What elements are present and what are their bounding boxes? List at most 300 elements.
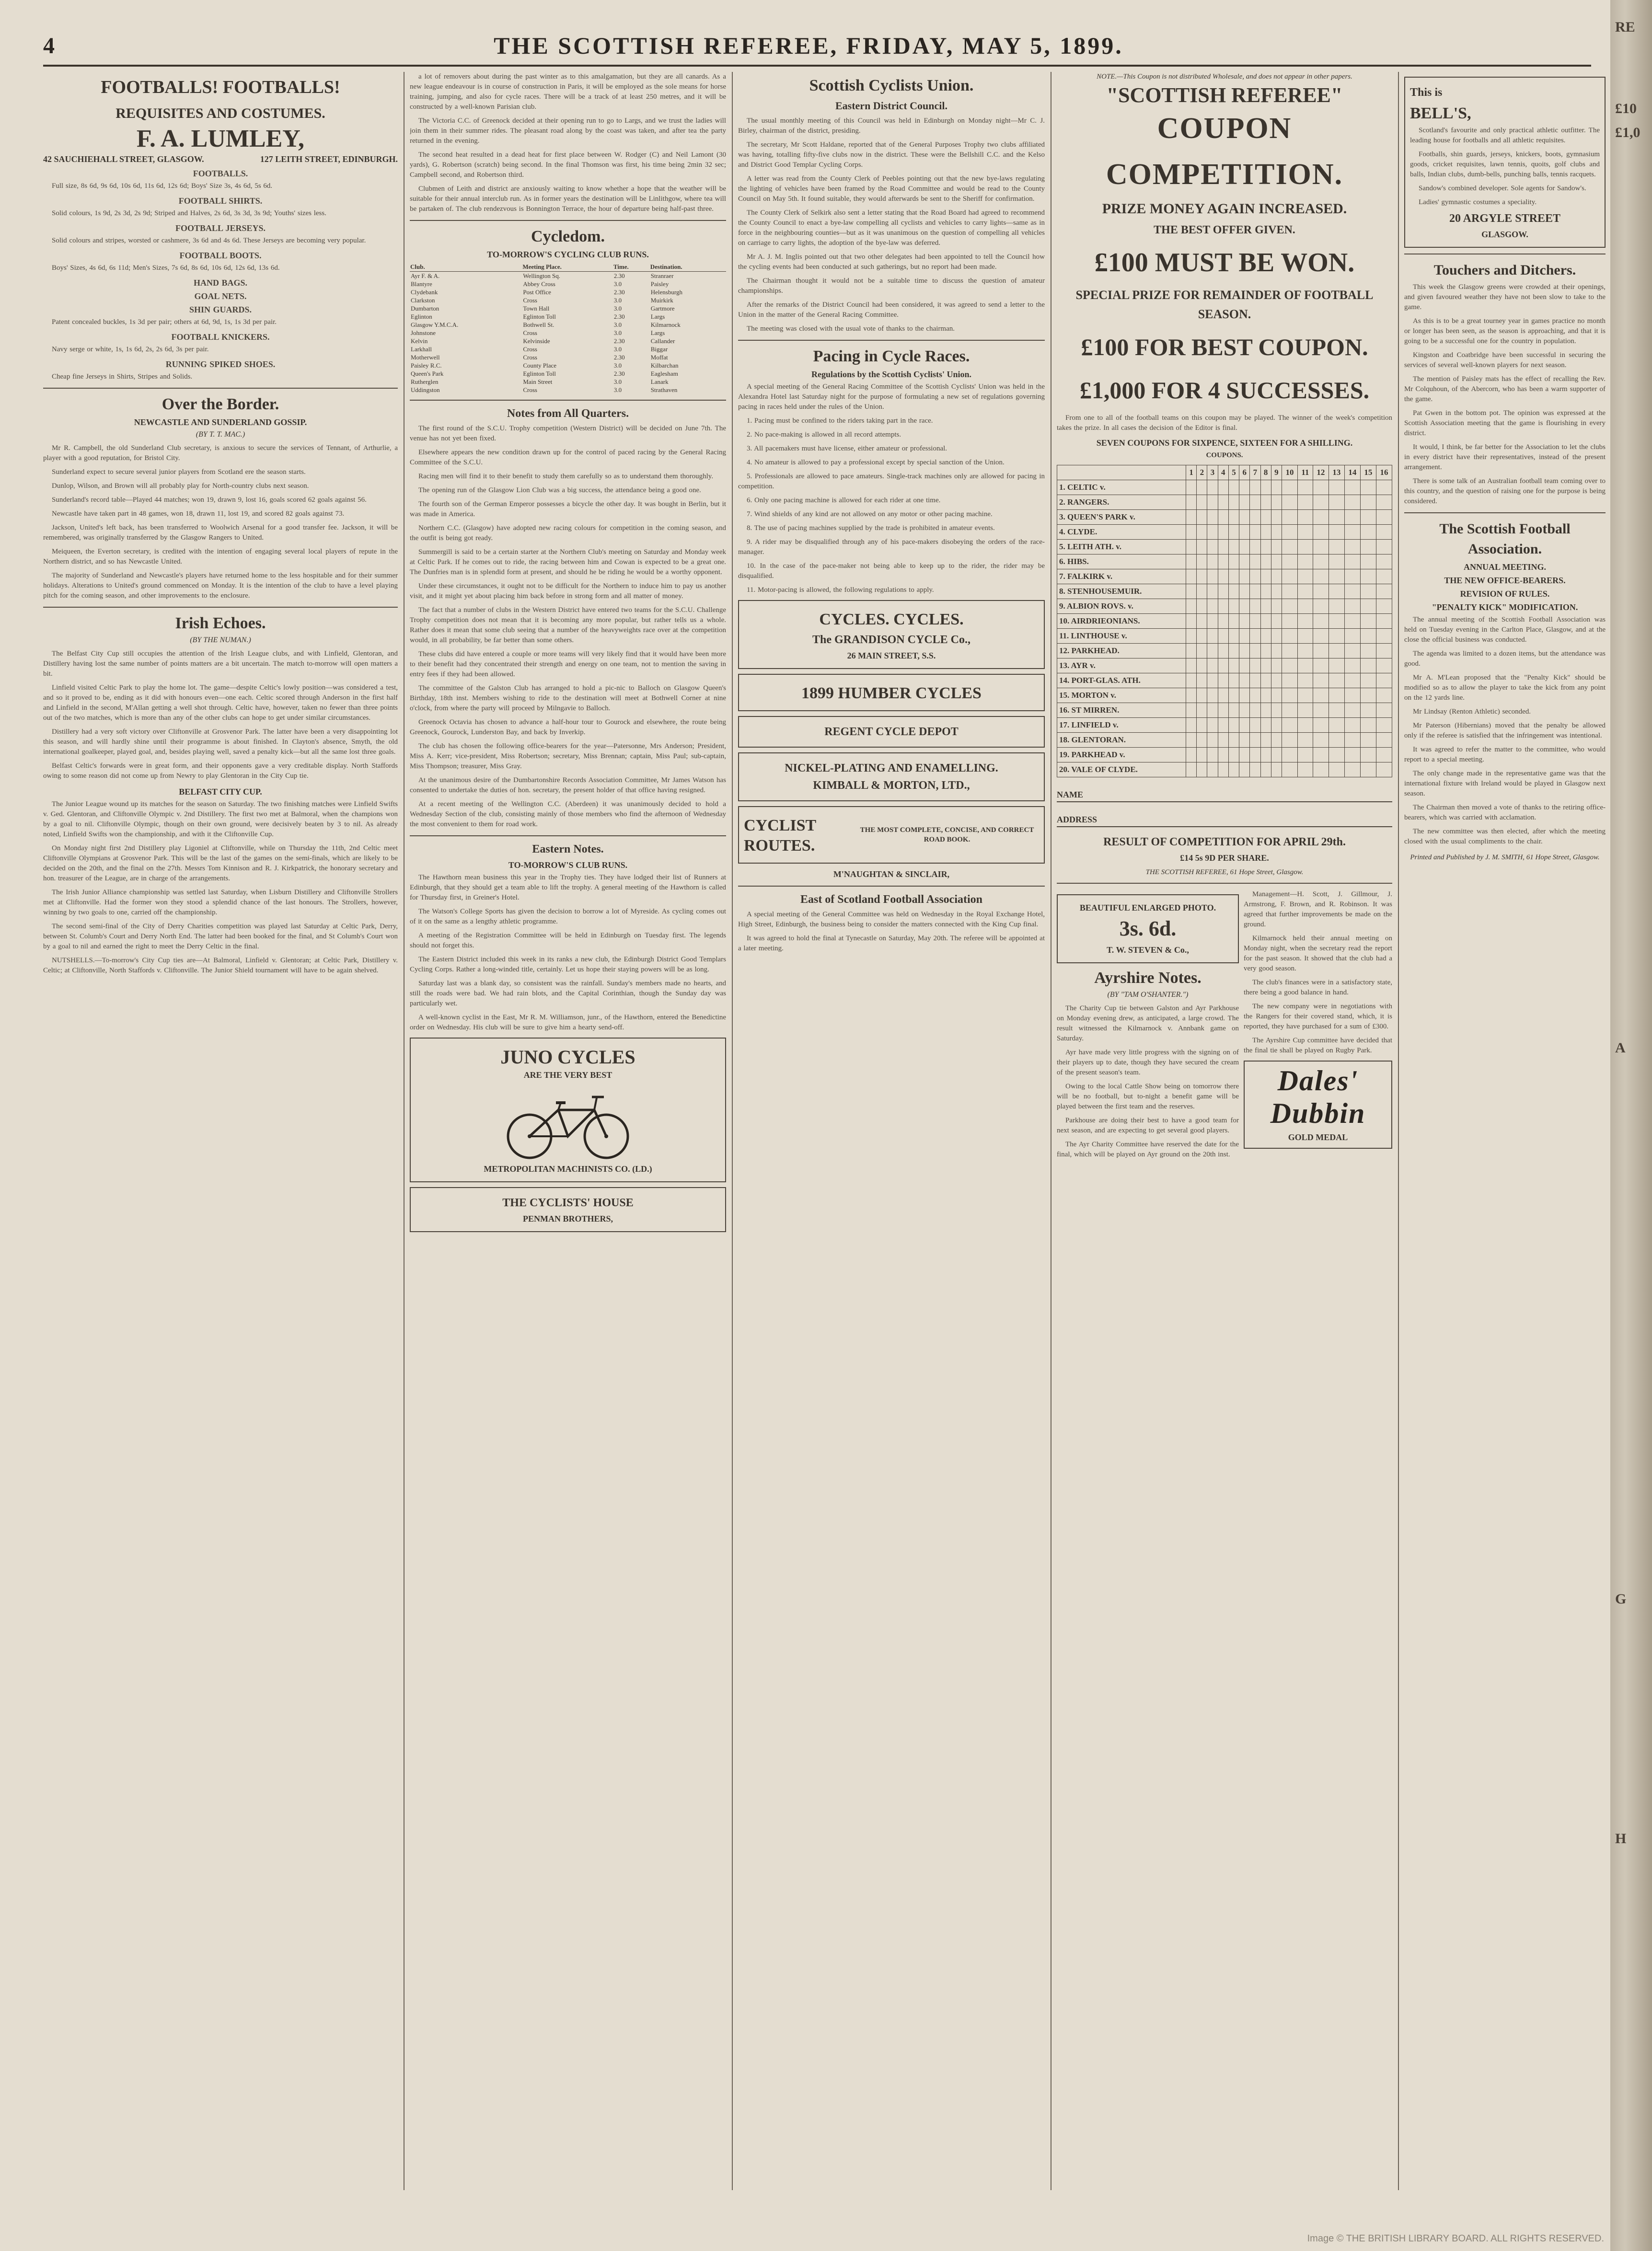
coupon-entry-box[interactable] (1297, 495, 1313, 510)
coupon-entry-box[interactable] (1228, 762, 1239, 777)
coupon-entry-box[interactable] (1218, 629, 1228, 644)
coupon-entry-box[interactable] (1360, 540, 1376, 554)
coupon-entry-box[interactable] (1186, 733, 1197, 748)
coupon-entry-box[interactable] (1376, 762, 1392, 777)
coupon-entry-box[interactable] (1344, 569, 1360, 584)
coupon-entry-box[interactable] (1344, 748, 1360, 762)
coupon-entry-box[interactable] (1197, 614, 1207, 629)
coupon-entry-box[interactable] (1239, 718, 1250, 733)
coupon-entry-box[interactable] (1218, 658, 1228, 673)
coupon-entry-box[interactable] (1376, 599, 1392, 614)
coupon-entry-box[interactable] (1186, 495, 1197, 510)
coupon-entry-box[interactable] (1313, 510, 1329, 525)
coupon-entry-box[interactable] (1250, 718, 1260, 733)
coupon-entry-box[interactable] (1218, 540, 1228, 554)
coupon-entry-box[interactable] (1297, 658, 1313, 673)
coupon-entry-box[interactable] (1360, 480, 1376, 495)
coupon-entry-box[interactable] (1207, 644, 1218, 658)
coupon-entry-box[interactable] (1329, 658, 1344, 673)
coupon-entry-box[interactable] (1260, 540, 1271, 554)
coupon-entry-box[interactable] (1228, 629, 1239, 644)
coupon-entry-box[interactable] (1344, 718, 1360, 733)
coupon-entry-box[interactable] (1218, 599, 1228, 614)
coupon-entry-box[interactable] (1376, 629, 1392, 644)
coupon-entry-box[interactable] (1250, 688, 1260, 703)
coupon-entry-box[interactable] (1271, 762, 1282, 777)
coupon-entry-box[interactable] (1197, 569, 1207, 584)
coupon-entry-box[interactable] (1260, 599, 1271, 614)
coupon-entry-box[interactable] (1297, 480, 1313, 495)
coupon-entry-box[interactable] (1260, 495, 1271, 510)
coupon-entry-box[interactable] (1186, 629, 1197, 644)
coupon-entry-box[interactable] (1250, 569, 1260, 584)
coupon-entry-box[interactable] (1197, 525, 1207, 540)
coupon-entry-box[interactable] (1360, 629, 1376, 644)
coupon-entry-box[interactable] (1228, 748, 1239, 762)
coupon-entry-box[interactable] (1360, 658, 1376, 673)
coupon-entry-box[interactable] (1228, 644, 1239, 658)
coupon-entry-box[interactable] (1344, 614, 1360, 629)
coupon-entry-box[interactable] (1313, 748, 1329, 762)
coupon-entry-box[interactable] (1376, 748, 1392, 762)
coupon-entry-box[interactable] (1344, 629, 1360, 644)
coupon-entry-box[interactable] (1271, 525, 1282, 540)
coupon-entry-box[interactable] (1282, 748, 1297, 762)
coupon-entry-box[interactable] (1239, 658, 1250, 673)
coupon-entry-box[interactable] (1344, 673, 1360, 688)
coupon-entry-box[interactable] (1376, 658, 1392, 673)
coupon-entry-box[interactable] (1197, 644, 1207, 658)
coupon-entry-box[interactable] (1376, 525, 1392, 540)
coupon-entry-box[interactable] (1239, 673, 1250, 688)
coupon-entry-box[interactable] (1207, 718, 1218, 733)
coupon-entry-box[interactable] (1260, 762, 1271, 777)
coupon-entry-box[interactable] (1207, 569, 1218, 584)
coupon-entry-box[interactable] (1207, 480, 1218, 495)
coupon-entry-box[interactable] (1360, 510, 1376, 525)
coupon-entry-box[interactable] (1329, 703, 1344, 718)
coupon-entry-box[interactable] (1207, 540, 1218, 554)
coupon-entry-box[interactable] (1250, 554, 1260, 569)
coupon-entry-box[interactable] (1271, 510, 1282, 525)
coupon-entry-box[interactable] (1282, 614, 1297, 629)
coupon-entry-box[interactable] (1218, 554, 1228, 569)
coupon-entry-box[interactable] (1239, 480, 1250, 495)
coupon-entry-box[interactable] (1360, 718, 1376, 733)
coupon-entry-box[interactable] (1218, 614, 1228, 629)
coupon-entry-box[interactable] (1228, 718, 1239, 733)
coupon-entry-box[interactable] (1207, 673, 1218, 688)
coupon-entry-box[interactable] (1271, 495, 1282, 510)
coupon-entry-box[interactable] (1239, 748, 1250, 762)
coupon-entry-box[interactable] (1218, 688, 1228, 703)
coupon-entry-box[interactable] (1239, 733, 1250, 748)
coupon-entry-box[interactable] (1329, 644, 1344, 658)
coupon-entry-box[interactable] (1297, 629, 1313, 644)
coupon-entry-box[interactable] (1186, 703, 1197, 718)
coupon-entry-box[interactable] (1329, 718, 1344, 733)
coupon-entry-box[interactable] (1297, 599, 1313, 614)
coupon-entry-box[interactable] (1344, 599, 1360, 614)
coupon-entry-box[interactable] (1239, 703, 1250, 718)
coupon-entry-box[interactable] (1239, 644, 1250, 658)
coupon-entry-box[interactable] (1282, 718, 1297, 733)
coupon-entry-box[interactable] (1228, 733, 1239, 748)
coupon-entry-box[interactable] (1271, 554, 1282, 569)
coupon-entry-box[interactable] (1376, 540, 1392, 554)
coupon-entry-box[interactable] (1207, 584, 1218, 599)
coupon-entry-box[interactable] (1329, 688, 1344, 703)
coupon-entry-box[interactable] (1376, 718, 1392, 733)
coupon-entry-box[interactable] (1329, 510, 1344, 525)
coupon-entry-box[interactable] (1218, 480, 1228, 495)
coupon-entry-box[interactable] (1197, 688, 1207, 703)
coupon-entry-box[interactable] (1376, 614, 1392, 629)
coupon-entry-box[interactable] (1260, 658, 1271, 673)
coupon-entry-box[interactable] (1239, 540, 1250, 554)
coupon-entry-box[interactable] (1250, 673, 1260, 688)
coupon-entry-box[interactable] (1228, 688, 1239, 703)
coupon-entry-box[interactable] (1313, 480, 1329, 495)
coupon-entry-box[interactable] (1228, 540, 1239, 554)
coupon-entry-box[interactable] (1360, 703, 1376, 718)
coupon-entry-box[interactable] (1260, 629, 1271, 644)
coupon-entry-box[interactable] (1207, 629, 1218, 644)
coupon-entry-box[interactable] (1197, 733, 1207, 748)
coupon-entry-box[interactable] (1360, 688, 1376, 703)
coupon-entry-box[interactable] (1376, 673, 1392, 688)
coupon-entry-box[interactable] (1218, 673, 1228, 688)
coupon-entry-box[interactable] (1218, 495, 1228, 510)
coupon-entry-box[interactable] (1360, 495, 1376, 510)
coupon-entry-box[interactable] (1297, 569, 1313, 584)
coupon-entry-box[interactable] (1329, 748, 1344, 762)
coupon-entry-box[interactable] (1360, 748, 1376, 762)
coupon-entry-box[interactable] (1239, 569, 1250, 584)
coupon-entry-box[interactable] (1239, 525, 1250, 540)
coupon-entry-box[interactable] (1376, 733, 1392, 748)
coupon-entry-box[interactable] (1271, 718, 1282, 733)
coupon-entry-box[interactable] (1250, 480, 1260, 495)
coupon-entry-box[interactable] (1218, 703, 1228, 718)
coupon-entry-box[interactable] (1282, 644, 1297, 658)
coupon-entry-box[interactable] (1282, 658, 1297, 673)
coupon-entry-box[interactable] (1297, 673, 1313, 688)
coupon-entry-box[interactable] (1344, 525, 1360, 540)
coupon-entry-box[interactable] (1344, 688, 1360, 703)
coupon-entry-box[interactable] (1329, 762, 1344, 777)
coupon-entry-box[interactable] (1282, 733, 1297, 748)
coupon-entry-box[interactable] (1239, 584, 1250, 599)
coupon-entry-box[interactable] (1186, 480, 1197, 495)
coupon-entry-box[interactable] (1313, 733, 1329, 748)
coupon-entry-box[interactable] (1239, 629, 1250, 644)
coupon-entry-box[interactable] (1344, 480, 1360, 495)
coupon-entry-box[interactable] (1344, 733, 1360, 748)
coupon-entry-box[interactable] (1376, 688, 1392, 703)
coupon-entry-box[interactable] (1250, 599, 1260, 614)
coupon-entry-box[interactable] (1297, 540, 1313, 554)
coupon-entry-box[interactable] (1344, 762, 1360, 777)
coupon-entry-box[interactable] (1376, 569, 1392, 584)
coupon-entry-box[interactable] (1186, 614, 1197, 629)
coupon-entry-box[interactable] (1228, 495, 1239, 510)
coupon-entry-box[interactable] (1197, 748, 1207, 762)
coupon-entry-box[interactable] (1271, 688, 1282, 703)
coupon-entry-box[interactable] (1207, 658, 1218, 673)
coupon-entry-box[interactable] (1228, 510, 1239, 525)
coupon-entry-box[interactable] (1250, 733, 1260, 748)
coupon-entry-box[interactable] (1218, 584, 1228, 599)
coupon-entry-box[interactable] (1228, 554, 1239, 569)
coupon-entry-box[interactable] (1260, 673, 1271, 688)
coupon-entry-box[interactable] (1360, 673, 1376, 688)
coupon-entry-box[interactable] (1186, 569, 1197, 584)
coupon-entry-box[interactable] (1186, 584, 1197, 599)
coupon-entry-box[interactable] (1250, 629, 1260, 644)
coupon-entry-box[interactable] (1282, 525, 1297, 540)
coupon-entry-box[interactable] (1297, 554, 1313, 569)
coupon-entry-box[interactable] (1218, 718, 1228, 733)
coupon-entry-box[interactable] (1218, 748, 1228, 762)
coupon-entry-box[interactable] (1228, 703, 1239, 718)
coupon-entry-box[interactable] (1218, 525, 1228, 540)
coupon-entry-box[interactable] (1250, 614, 1260, 629)
coupon-entry-box[interactable] (1344, 644, 1360, 658)
coupon-entry-box[interactable] (1218, 644, 1228, 658)
coupon-entry-box[interactable] (1282, 569, 1297, 584)
coupon-entry-box[interactable] (1360, 644, 1376, 658)
coupon-entry-box[interactable] (1344, 554, 1360, 569)
coupon-entry-box[interactable] (1250, 658, 1260, 673)
coupon-entry-box[interactable] (1376, 495, 1392, 510)
coupon-entry-box[interactable] (1228, 673, 1239, 688)
coupon-entry-box[interactable] (1218, 733, 1228, 748)
coupon-entry-box[interactable] (1260, 644, 1271, 658)
coupon-entry-box[interactable] (1313, 629, 1329, 644)
coupon-entry-box[interactable] (1260, 554, 1271, 569)
coupon-entry-box[interactable] (1282, 762, 1297, 777)
coupon-entry-box[interactable] (1228, 614, 1239, 629)
coupon-entry-box[interactable] (1186, 554, 1197, 569)
coupon-entry-box[interactable] (1260, 688, 1271, 703)
coupon-entry-box[interactable] (1228, 599, 1239, 614)
coupon-entry-box[interactable] (1239, 599, 1250, 614)
coupon-entry-box[interactable] (1218, 510, 1228, 525)
coupon-entry-box[interactable] (1186, 658, 1197, 673)
coupon-entry-box[interactable] (1197, 540, 1207, 554)
coupon-entry-box[interactable] (1207, 525, 1218, 540)
coupon-entry-box[interactable] (1313, 540, 1329, 554)
coupon-entry-box[interactable] (1360, 762, 1376, 777)
coupon-entry-box[interactable] (1271, 658, 1282, 673)
coupon-entry-box[interactable] (1329, 733, 1344, 748)
coupon-entry-box[interactable] (1186, 748, 1197, 762)
coupon-entry-box[interactable] (1329, 599, 1344, 614)
coupon-entry-box[interactable] (1250, 584, 1260, 599)
coupon-entry-box[interactable] (1207, 762, 1218, 777)
coupon-entry-box[interactable] (1260, 718, 1271, 733)
coupon-entry-box[interactable] (1218, 762, 1228, 777)
coupon-entry-box[interactable] (1376, 480, 1392, 495)
coupon-entry-box[interactable] (1282, 584, 1297, 599)
coupon-entry-box[interactable] (1271, 569, 1282, 584)
coupon-entry-box[interactable] (1344, 658, 1360, 673)
coupon-entry-box[interactable] (1297, 703, 1313, 718)
coupon-entry-box[interactable] (1239, 762, 1250, 777)
coupon-entry-box[interactable] (1313, 718, 1329, 733)
coupon-entry-box[interactable] (1313, 673, 1329, 688)
coupon-entry-box[interactable] (1250, 644, 1260, 658)
coupon-entry-box[interactable] (1228, 584, 1239, 599)
coupon-entry-box[interactable] (1297, 688, 1313, 703)
coupon-entry-box[interactable] (1313, 688, 1329, 703)
coupon-entry-box[interactable] (1313, 554, 1329, 569)
coupon-entry-box[interactable] (1360, 599, 1376, 614)
coupon-entry-box[interactable] (1197, 762, 1207, 777)
coupon-entry-box[interactable] (1344, 540, 1360, 554)
coupon-entry-box[interactable] (1376, 554, 1392, 569)
coupon-entry-box[interactable] (1344, 495, 1360, 510)
coupon-entry-box[interactable] (1297, 584, 1313, 599)
coupon-entry-box[interactable] (1207, 688, 1218, 703)
coupon-entry-box[interactable] (1197, 673, 1207, 688)
coupon-entry-box[interactable] (1228, 480, 1239, 495)
coupon-entry-box[interactable] (1329, 614, 1344, 629)
coupon-entry-box[interactable] (1250, 510, 1260, 525)
coupon-entry-box[interactable] (1360, 614, 1376, 629)
coupon-entry-box[interactable] (1297, 733, 1313, 748)
coupon-entry-box[interactable] (1260, 569, 1271, 584)
coupon-entry-box[interactable] (1329, 525, 1344, 540)
coupon-entry-box[interactable] (1250, 540, 1260, 554)
coupon-entry-box[interactable] (1282, 688, 1297, 703)
coupon-entry-box[interactable] (1313, 644, 1329, 658)
coupon-entry-box[interactable] (1329, 480, 1344, 495)
coupon-entry-box[interactable] (1271, 480, 1282, 495)
coupon-entry-box[interactable] (1313, 584, 1329, 599)
coupon-entry-box[interactable] (1297, 718, 1313, 733)
coupon-entry-box[interactable] (1228, 525, 1239, 540)
coupon-entry-box[interactable] (1344, 703, 1360, 718)
coupon-entry-box[interactable] (1186, 673, 1197, 688)
coupon-entry-box[interactable] (1271, 733, 1282, 748)
coupon-entry-box[interactable] (1313, 599, 1329, 614)
coupon-entry-box[interactable] (1360, 525, 1376, 540)
coupon-entry-box[interactable] (1239, 688, 1250, 703)
coupon-entry-box[interactable] (1197, 599, 1207, 614)
coupon-entry-box[interactable] (1297, 614, 1313, 629)
coupon-entry-box[interactable] (1197, 658, 1207, 673)
coupon-entry-box[interactable] (1282, 480, 1297, 495)
coupon-entry-box[interactable] (1271, 614, 1282, 629)
coupon-entry-box[interactable] (1207, 495, 1218, 510)
coupon-entry-box[interactable] (1186, 510, 1197, 525)
coupon-name-line[interactable] (1057, 782, 1392, 802)
coupon-entry-box[interactable] (1186, 718, 1197, 733)
coupon-entry-box[interactable] (1313, 569, 1329, 584)
coupon-entry-box[interactable] (1186, 525, 1197, 540)
coupon-entry-box[interactable] (1360, 569, 1376, 584)
coupon-entry-box[interactable] (1297, 510, 1313, 525)
coupon-entry-box[interactable] (1329, 629, 1344, 644)
coupon-entry-box[interactable] (1186, 644, 1197, 658)
coupon-entry-box[interactable] (1313, 658, 1329, 673)
coupon-entry-box[interactable] (1360, 554, 1376, 569)
coupon-entry-box[interactable] (1282, 510, 1297, 525)
coupon-entry-box[interactable] (1197, 510, 1207, 525)
coupon-entry-box[interactable] (1297, 525, 1313, 540)
coupon-entry-box[interactable] (1271, 584, 1282, 599)
coupon-entry-box[interactable] (1297, 762, 1313, 777)
coupon-entry-box[interactable] (1250, 703, 1260, 718)
coupon-entry-box[interactable] (1260, 480, 1271, 495)
coupon-entry-box[interactable] (1282, 629, 1297, 644)
coupon-entry-box[interactable] (1329, 673, 1344, 688)
coupon-entry-box[interactable] (1207, 748, 1218, 762)
coupon-entry-box[interactable] (1282, 540, 1297, 554)
coupon-entry-box[interactable] (1282, 495, 1297, 510)
coupon-entry-box[interactable] (1260, 748, 1271, 762)
coupon-entry-box[interactable] (1250, 525, 1260, 540)
coupon-entry-box[interactable] (1250, 495, 1260, 510)
coupon-entry-box[interactable] (1207, 614, 1218, 629)
coupon-entry-box[interactable] (1207, 703, 1218, 718)
coupon-entry-box[interactable] (1329, 554, 1344, 569)
coupon-entry-box[interactable] (1197, 703, 1207, 718)
coupon-entry-box[interactable] (1228, 658, 1239, 673)
coupon-entry-box[interactable] (1197, 554, 1207, 569)
coupon-entry-box[interactable] (1376, 703, 1392, 718)
coupon-entry-box[interactable] (1260, 510, 1271, 525)
coupon-entry-box[interactable] (1344, 584, 1360, 599)
coupon-entry-box[interactable] (1376, 644, 1392, 658)
coupon-entry-box[interactable] (1207, 733, 1218, 748)
coupon-entry-box[interactable] (1260, 614, 1271, 629)
coupon-entry-box[interactable] (1250, 762, 1260, 777)
coupon-entry-box[interactable] (1360, 733, 1376, 748)
coupon-entry-box[interactable] (1239, 495, 1250, 510)
coupon-entry-box[interactable] (1282, 703, 1297, 718)
coupon-entry-box[interactable] (1313, 495, 1329, 510)
coupon-entry-box[interactable] (1197, 718, 1207, 733)
coupon-entry-box[interactable] (1207, 599, 1218, 614)
coupon-entry-box[interactable] (1271, 644, 1282, 658)
coupon-entry-box[interactable] (1271, 599, 1282, 614)
coupon-entry-box[interactable] (1197, 584, 1207, 599)
coupon-entry-box[interactable] (1186, 762, 1197, 777)
coupon-entry-box[interactable] (1271, 703, 1282, 718)
coupon-entry-box[interactable] (1260, 703, 1271, 718)
coupon-entry-box[interactable] (1186, 599, 1197, 614)
coupon-entry-box[interactable] (1297, 748, 1313, 762)
coupon-entry-box[interactable] (1313, 614, 1329, 629)
coupon-entry-box[interactable] (1282, 554, 1297, 569)
coupon-entry-box[interactable] (1329, 569, 1344, 584)
coupon-entry-box[interactable] (1271, 748, 1282, 762)
coupon-entry-box[interactable] (1329, 584, 1344, 599)
coupon-entry-box[interactable] (1250, 748, 1260, 762)
coupon-entry-box[interactable] (1313, 762, 1329, 777)
coupon-entry-box[interactable] (1228, 569, 1239, 584)
coupon-entry-box[interactable] (1360, 584, 1376, 599)
coupon-entry-box[interactable] (1239, 614, 1250, 629)
coupon-entry-box[interactable] (1207, 510, 1218, 525)
coupon-entry-box[interactable] (1376, 584, 1392, 599)
coupon-entry-box[interactable] (1260, 733, 1271, 748)
coupon-entry-box[interactable] (1297, 644, 1313, 658)
coupon-entry-box[interactable] (1271, 673, 1282, 688)
